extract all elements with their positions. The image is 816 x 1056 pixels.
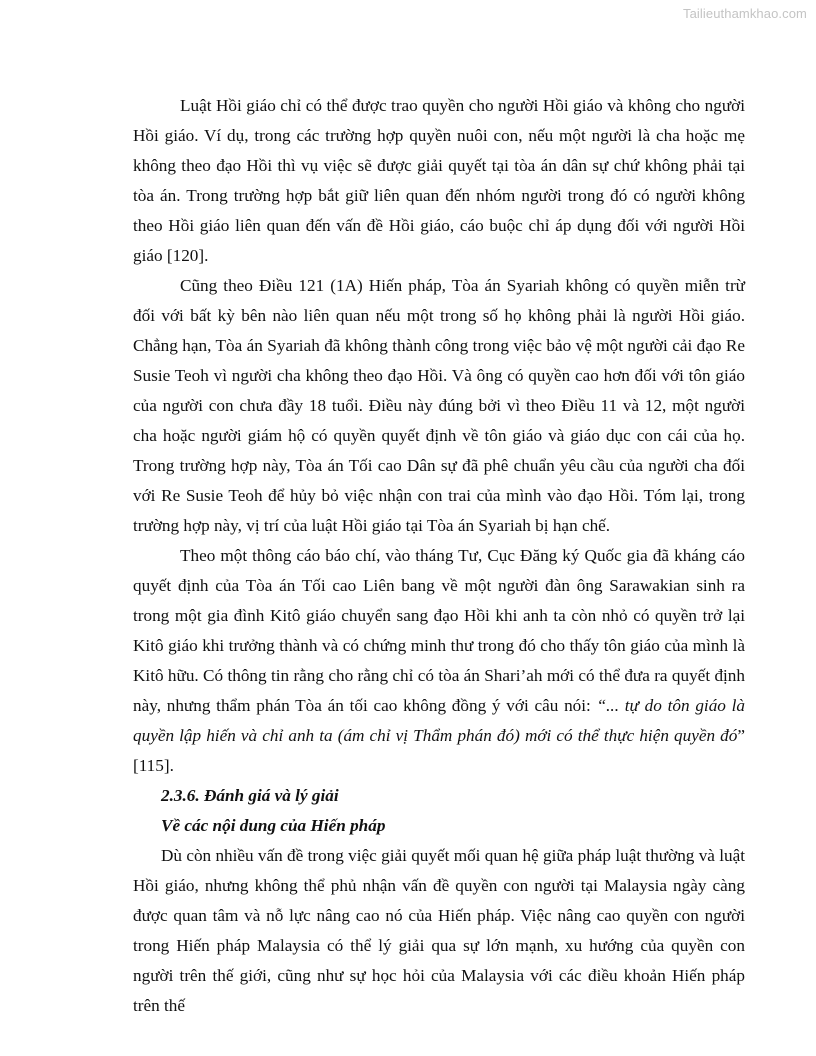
paragraph-3-text: Theo một thông cáo báo chí, vào tháng Tư, Cục Đăng ký Quốc gia đã kháng cáo quyết định của Tòa án Tối cao Liên bang về một người đàn ông Sarawakian sinh ra trong một gia đình Kitô giáo chuyển sang đạo Hồi khi anh ta còn nhỏ có quyền trở lại Kitô giáo khi trưởng thành và có chứng minh thư trong đó cho thấy tôn giáo của mình là Kitô hữu. Có thông tin rằng cho rằng chỉ có tòa án Shari’ah mới có thể đưa ra quyết định này, nhưng thẩm phán Tòa án tối cao không đồng ý với câu nói:	[133, 546, 745, 715]
section-heading: 2.3.6. Đánh giá và lý giải	[161, 786, 339, 805]
document-page	[133, 91, 745, 1021]
watermark: Tailieuthamkhao.com	[682, 6, 807, 21]
paragraph-3-quote: “... tự do tôn giáo là quyền lập hiến và chỉ anh ta (ám chỉ vị Thẩm phán đó) mới có thể thực hiện quyền đó	[133, 696, 745, 745]
paragraph-2: Cũng theo Điều 121 (1A) Hiến pháp, Tòa án Syariah không có quyền miễn trừ đối với bất kỳ bên nào liên quan nếu một trong số họ không phải là người Hồi giáo. Chẳng hạn, Tòa án Syariah đã không thành công trong việc bảo vệ một người cải đạo Re Susie Teoh vì người cha không theo đạo Hồi. Và ông có quyền cao hơn đối với tôn giáo của người con chưa đầy 18 tuổi. Điều này đúng bởi vì theo Điều 11 và 12, một người cha hoặc người giám hộ có quyền quyết định về tôn giáo và giáo dục con cái của họ. Trong trường hợp này, Tòa án Tối cao Dân sự đã phê chuẩn yêu cầu của người cha đối với Re Susie Teoh để hủy bỏ việc nhận con trai của mình vào đạo Hồi. Tóm lại, trong trường hợp này, vị trí của luật Hồi giáo tại Tòa án Syariah bị hạn chế.	[133, 276, 745, 535]
paragraph-3-citation: ” [115].	[133, 726, 745, 775]
paragraph-4: Dù còn nhiều vấn đề trong việc giải quyết mối quan hệ giữa pháp luật thường và luật Hồi giáo, nhưng không thể phủ nhận vấn đề quyền con người tại Malaysia ngày càng được quan tâm và nỗ lực nâng cao nó của Hiến pháp. Việc nâng cao quyền con người trong Hiến pháp Malaysia có thể lý giải qua sự lớn mạnh, xu hướng của quyền con người trên thế giới, cũng như sự học hỏi của Malaysia với các điều khoản Hiến pháp trên thế	[133, 846, 745, 1015]
paragraph-3	[133, 541, 745, 781]
paragraph-1: Luật Hồi giáo chỉ có thể được trao quyền cho người Hồi giáo và không cho người Hồi giáo. Ví dụ, trong các trường hợp quyền nuôi con, nếu một người là cha hoặc mẹ không theo đạo Hồi thì vụ việc sẽ được giải quyết tại tòa án dân sự chứ không phải tại tòa án. Trong trường hợp bắt giữ liên quan đến nhóm người trong đó có người không theo Hồi giáo liên quan đến vấn đề Hồi giáo, cáo buộc chỉ áp dụng đối với người Hồi giáo [120].	[133, 96, 745, 265]
section-subheading: Về các nội dung của Hiến pháp	[161, 816, 386, 835]
